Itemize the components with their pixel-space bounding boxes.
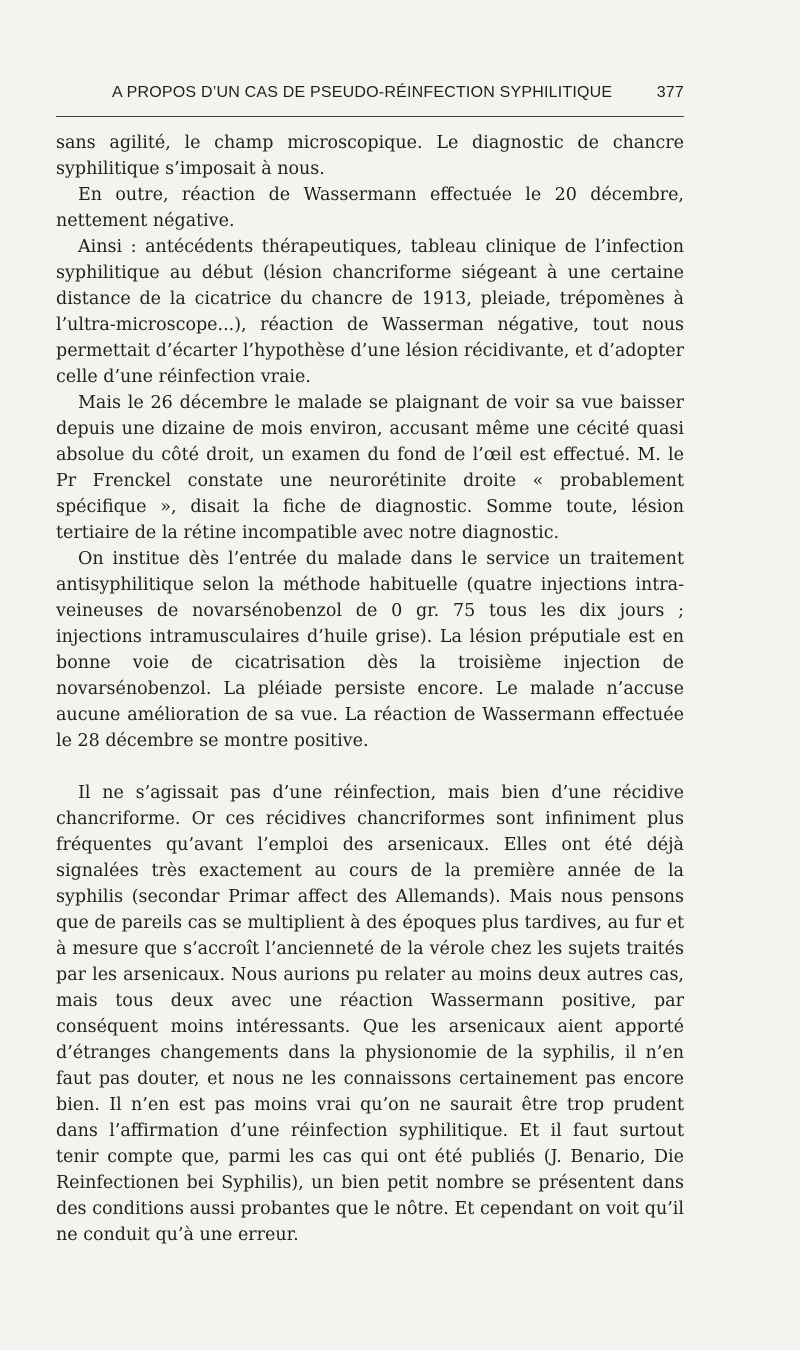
paragraph: Ainsi : antécédents thérapeutiques, tableau clinique de l’infection syphilitique au début (lésion chancriforme siégeant à une certaine distance de la cicatrice du chancre de 1913, pleiade, trépomènes à l’ultra-microscope...), réaction de Wasserman négative, tout nous permettait d’écarter l’hypothèse d’une lésion récidivante, et d’adopter celle d’une réinfection vraie. <box>56 237 684 387</box>
header-rule <box>56 116 684 117</box>
running-header <box>56 84 684 102</box>
running-title: A PROPOS D’UN CAS DE PSEUDO-RÉINFECTION SYPHILITIQUE <box>112 84 613 101</box>
paragraph: Il ne s’agissait pas d’une réinfection, mais bien d’une récidive chancriforme. Or ces récidives chancriformes sont infiniment plus fréquentes qu’avant l’emploi des arsenicaux. Elles ont été déjà signalées très exactement au cours de la première année de la syphilis (secondar Primar affect des Allemands). Mais nous pensons que de pareils cas se multiplient à des époques plus tardives, au fur et à mesure que s’accroît l’ancienneté de la vérole chez les sujets traités par les arsenicaux. Nous aurions pu relater au moins deux autres cas, mais tous deux avec une réaction Wassermann positive, par conséquent moins intéressants. Que les arsenicaux aient apporté d’étranges changements dans la physionomie de la syphilis, il n’en faut pas douter, et nous ne les connaissons certainement pas encore bien. Il n’en est pas moins vrai qu’on ne saurait être trop prudent dans l’affirmation d’une réinfection syphilitique. Et il faut surtout tenir compte que, parmi les cas qui ont été publiés (J. Benario, Die Reinfectionen bei Syphilis), un bien petit nombre se présentent dans des conditions aussi probantes que le nôtre. Et cependant on voit qu’il ne conduit qu’à une erreur. <box>56 783 684 1245</box>
paragraph: En outre, réaction de Wassermann effectuée le 20 décembre, nettement négative. <box>56 185 684 231</box>
page-number: 377 <box>656 84 684 101</box>
paragraph: Mais le 26 décembre le malade se plaignant de voir sa vue baisser depuis une dizaine de mois environ, accusant même une cécité quasi absolue du côté droit, un examen du fond de l’œil est effectué. M. le Pr Frenckel constate une neurorétinite droite « probablement spécifique », disait la fiche de diagnostic. Somme toute, lésion tertiaire de la rétine incompatible avec notre diagnostic. <box>56 393 684 543</box>
paragraph: On institue dès l’entrée du malade dans le service un traitement antisyphilitique selon la méthode habituelle (quatre injections intra-veineuses de novarsénobenzol de 0 gr. 75 tous les dix jours ; injections intramusculaires d’huile grise). La lésion préputiale est en bonne voie de cicatrisation dès la troisième injection de novarsénobenzol. La pléiade persiste encore. Le malade n’accuse aucune amélioration de sa vue. La réaction de Wassermann effectuée le 28 décembre se montre positive. <box>56 549 684 751</box>
paragraph: sans agilité, le champ microscopique. Le diagnostic de chancre syphilitique s’imposait à nous. <box>56 133 684 179</box>
page <box>56 0 684 1350</box>
body-text <box>56 130 684 1248</box>
